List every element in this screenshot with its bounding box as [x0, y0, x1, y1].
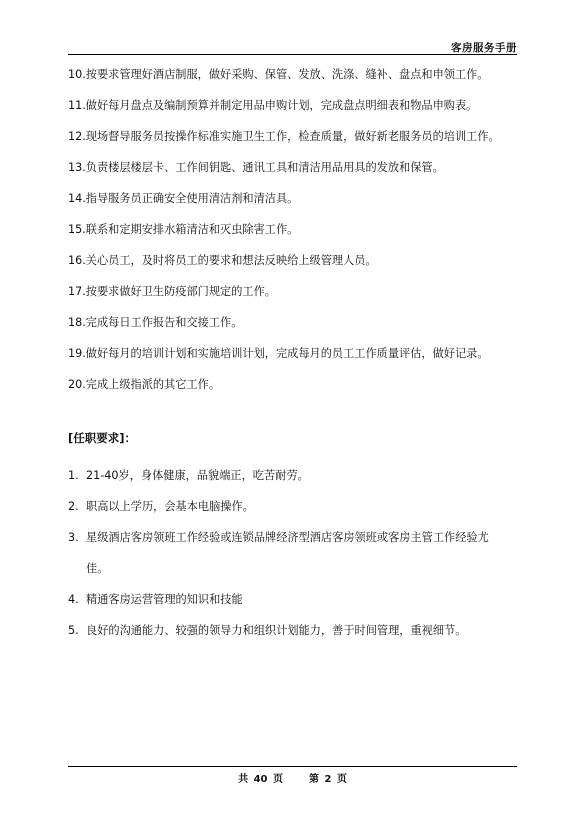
requirement-item — [68, 460, 528, 491]
duty-item: 12.现场督导服务员按操作标准实施卫生工作，检查质量，做好新老服务员的培训工作。 — [68, 130, 500, 143]
requirement-number: 3. — [68, 531, 79, 544]
requirement-text: 职高以上学历，会基本电脑操作。 — [86, 500, 254, 513]
requirement-number: 4. — [68, 593, 79, 606]
requirement-text: 星级酒店客房领班工作经验或连锁品牌经济型酒店客房领班或客房主管工作经验尤 — [86, 531, 489, 544]
duty-item: 20.完成上级指派的其它工作。 — [68, 378, 221, 391]
requirement-item — [68, 491, 528, 522]
footer-rule — [68, 766, 517, 767]
header-title: 客房服务手册 — [451, 42, 517, 54]
duty-item: 11.做好每月盘点及编制预算并制定用品申购计划，完成盘点明细表和物品申购表。 — [68, 99, 478, 112]
duty-item: 14.指导服务员正确安全使用清洁剂和清洁具。 — [68, 192, 299, 205]
duty-item: 10.按要求管理好酒店制服，做好采购、保管、发放、洗涤、缝补、盘点和申领工作。 — [68, 68, 489, 81]
requirement-text: 良好的沟通能力、较强的领导力和组织计划能力，善于时间管理，重视细节。 — [86, 624, 467, 637]
duty-item: 15.联系和定期安排水箱清洁和灭虫除害工作。 — [68, 223, 299, 236]
total-pages: 共 40 页 — [238, 774, 283, 785]
duty-item: 16.关心员工，及时将员工的要求和想法反映给上级管理人员。 — [68, 254, 377, 267]
header-rule — [68, 54, 517, 55]
requirement-text-continued: 佳。 — [86, 562, 109, 575]
requirement-text: 21-40岁，身体健康，品貌端正，吃苦耐劳。 — [86, 469, 309, 482]
page-number: 第 2 页 — [308, 774, 347, 785]
duty-item: 18.完成每日工作报告和交接工作。 — [68, 316, 243, 329]
page-footer — [0, 770, 585, 785]
duty-item: 17.按要求做好卫生防疫部门规定的工作。 — [68, 285, 276, 298]
requirement-number: 2. — [68, 500, 79, 513]
duty-item: 13.负责楼层楼层卡、工作间钥匙、通讯工具和清洁用品用具的发放和保管。 — [68, 161, 444, 174]
requirements-title: [任职要求]： — [68, 431, 137, 445]
duties-list — [68, 64, 528, 405]
requirement-number: 1. — [68, 469, 79, 482]
duty-item: 19.做好每月的培训计划和实施培训计划，完成每月的员工工作质量评估，做好记录。 — [68, 347, 489, 360]
requirement-text: 精通客房运营管理的知识和技能 — [86, 593, 243, 606]
requirement-number: 5. — [68, 624, 79, 637]
requirement-item — [68, 615, 528, 646]
requirement-item — [68, 584, 528, 615]
requirements-list — [68, 460, 528, 646]
requirement-item — [68, 522, 528, 584]
